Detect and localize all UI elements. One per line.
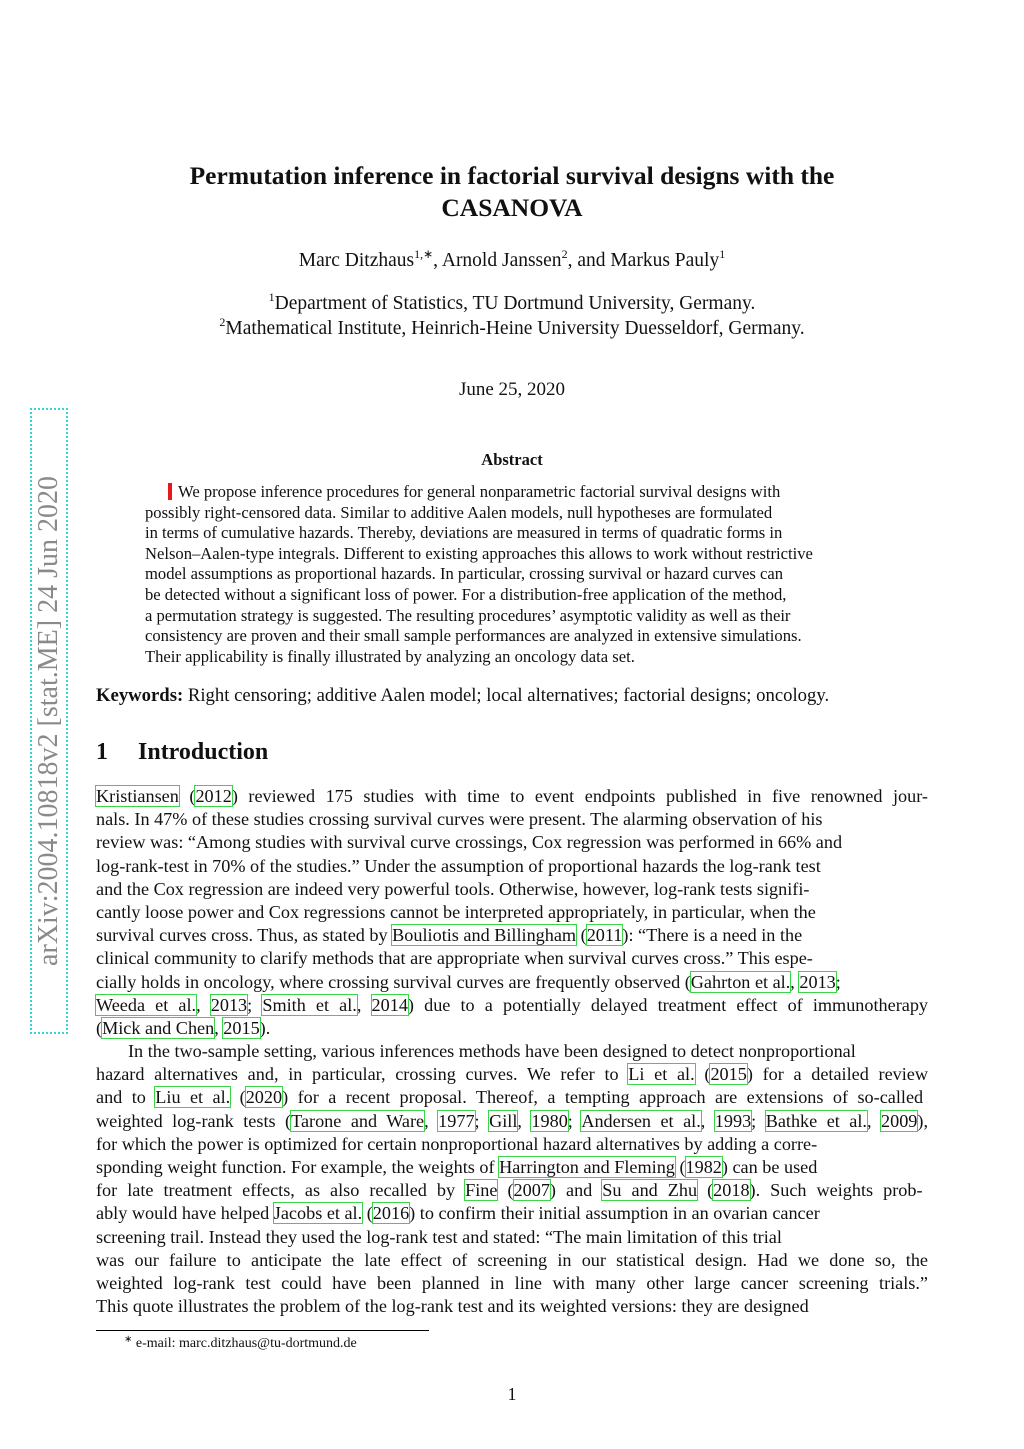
- affiliation-list: [96, 291, 928, 341]
- text-run: ,: [214, 1017, 224, 1038]
- section-number: 1: [96, 739, 108, 765]
- citation-year-link[interactable]: 2018: [713, 1180, 750, 1201]
- text-line: and the Cox regression are indeed very powerful tools. Otherwise, however, log-rank tests signifi-: [96, 878, 810, 899]
- text-run: (: [178, 786, 196, 806]
- abstract-line: possibly right-censored data. Similar to additive Aalen models, null hypotheses are formulated: [145, 502, 773, 522]
- citation-year-link[interactable]: 2015: [710, 1064, 747, 1085]
- text-line: [96, 971, 928, 994]
- citation-link[interactable]: Mick and Chen: [102, 1017, 215, 1038]
- text-line: [96, 1202, 928, 1225]
- text-run: ably would have helped: [96, 1203, 274, 1224]
- text-run: ,: [700, 1110, 715, 1131]
- citation-link[interactable]: Harrington and Fleming: [499, 1157, 675, 1177]
- keywords: [96, 684, 829, 708]
- text-run: (: [576, 925, 587, 946]
- text-run: ,: [866, 1110, 882, 1131]
- citation-year-link[interactable]: 1982: [685, 1157, 722, 1177]
- citation-link[interactable]: Li et al.: [628, 1064, 695, 1085]
- text-line: log-rank-test in 70% of the studies.” Under the assumption of proportional hazards the log-rank test: [96, 855, 821, 876]
- text-line: [96, 1017, 928, 1040]
- citation-year-link[interactable]: 1977: [438, 1110, 475, 1131]
- keywords-text: Right censoring; additive Aalen model; local alternatives; factorial designs; oncology.: [183, 685, 830, 706]
- citation-year-link[interactable]: 2014: [371, 994, 408, 1015]
- title-line-1: Permutation inference in factorial survival designs with the: [189, 161, 835, 190]
- author-separator: ,: [433, 250, 442, 271]
- title-line-2: CASANOVA: [441, 193, 583, 222]
- citation-link[interactable]: Bathke et al.: [765, 1110, 867, 1131]
- citation-year-link[interactable]: 2009: [881, 1110, 918, 1131]
- abstract-line: Their applicability is finally illustrated by analyzing an oncology data set.: [145, 646, 635, 666]
- abstract-heading: Abstract: [481, 450, 543, 469]
- affiliation-text: Mathematical Institute, Heinrich-Heine University Duesseldorf, Germany.: [225, 318, 805, 339]
- text-run: and to: [96, 1087, 156, 1108]
- text-run: (: [362, 1203, 373, 1224]
- keywords-label: Keywords:: [96, 685, 184, 706]
- author-separator: , and: [567, 250, 611, 271]
- citation-link[interactable]: Jacobs et al.: [273, 1203, 363, 1224]
- abstract-line: in terms of cumulative hazards. Thereby, deviations are measured in terms of quadratic forms in: [145, 523, 783, 543]
- citation-year-link[interactable]: 2016: [372, 1203, 410, 1224]
- text-run: (: [497, 1180, 514, 1201]
- affiliation-text: Department of Statistics, TU Dortmund University, Germany.: [274, 293, 756, 314]
- citation-year-link[interactable]: 2015: [223, 1017, 260, 1038]
- citation-link[interactable]: Smith et al.: [262, 994, 357, 1015]
- text-run: ,: [790, 971, 800, 992]
- author-name: Marc Ditzhaus: [298, 250, 415, 271]
- text-run: cially holds in oncology, where crossing survival curves are frequently observed (: [96, 971, 691, 992]
- citation-year-link[interactable]: 2012: [195, 786, 232, 806]
- text-run: ,: [424, 1110, 439, 1131]
- citation-link[interactable]: Bouliotis and Billingham: [392, 925, 577, 946]
- abstract-line: a permutation strategy is suggested. The resulting procedures’ asymptotic validity as well as their: [145, 605, 791, 625]
- citation-link[interactable]: Kristiansen: [96, 786, 179, 806]
- text-run: ;: [247, 994, 263, 1015]
- citation-link[interactable]: Andersen et al.: [581, 1110, 701, 1131]
- text-line: was our failure to anticipate the late effect of screening in our statistical design. Had we done so, the: [96, 1249, 928, 1270]
- text-run: ;: [751, 1110, 766, 1131]
- author-affiliation-mark: 1: [719, 247, 726, 261]
- text-run: ): “There is a need in the: [622, 925, 803, 946]
- text-run: ,: [196, 994, 211, 1015]
- text-line: review was: “Among studies with survival curve crossings, Cox regression was performed in 66% and: [96, 832, 843, 853]
- arxiv-identifier-text[interactable]: arXiv:2004.10818v2 [stat.ME] 24 Jun 2020: [33, 476, 64, 966]
- text-run: ) for a detailed review: [746, 1064, 928, 1085]
- text-run: (: [674, 1157, 686, 1177]
- text-line: [96, 785, 928, 808]
- text-run: ). Such weights prob-: [749, 1180, 923, 1201]
- text-line: [96, 1179, 928, 1202]
- abstract-line: We propose inference procedures for general nonparametric factorial survival designs with: [178, 482, 781, 501]
- text-line: [96, 1063, 928, 1086]
- citation-link[interactable]: Gill: [489, 1110, 518, 1131]
- citation-link[interactable]: Su and Zhu: [602, 1180, 698, 1201]
- publication-date: June 25, 2020: [458, 379, 566, 400]
- text-line: screening trail. Instead they used the log-rank test and stated: “The main limitation of this trial: [96, 1226, 782, 1247]
- text-run: ).: [259, 1017, 271, 1038]
- author-name: Markus Pauly: [610, 250, 720, 271]
- citation-year-link[interactable]: 2013: [799, 971, 836, 992]
- text-run: ,: [356, 994, 372, 1015]
- citation-link[interactable]: Weeda et al.: [96, 994, 197, 1015]
- page-number: 1: [507, 1384, 517, 1404]
- citation-link[interactable]: Tarone and Ware: [291, 1110, 425, 1131]
- citation-year-link[interactable]: 2013: [210, 994, 248, 1015]
- abstract-line: consistency are proven and their small sample performances are analyzed in extensive simulations.: [145, 626, 802, 646]
- text-line: [96, 924, 928, 947]
- text-line: [96, 994, 928, 1017]
- citation-link[interactable]: Liu et al.: [155, 1087, 231, 1108]
- text-line: In the two-sample setting, various inferences methods have been designed to detect nonproportional: [128, 1041, 856, 1062]
- author-affiliation-mark: 1,∗: [414, 247, 434, 261]
- text-run: (: [697, 1180, 714, 1201]
- text-line: cantly loose power and Cox regressions cannot be interpreted appropriately, in particular, when the: [96, 901, 816, 922]
- abstract-line: Nelson–Aalen-type integrals. Different to existing approaches this allows to work without restrictive: [145, 543, 813, 563]
- author-name: Arnold Janssen: [441, 250, 562, 271]
- footnote: [124, 1335, 357, 1353]
- affiliation-mark: 2: [219, 315, 226, 329]
- footnote-mark: ∗: [124, 1334, 133, 1345]
- abstract-body: [145, 482, 813, 667]
- paper-title: [96, 160, 928, 224]
- citation-year-link[interactable]: 2007: [513, 1180, 550, 1201]
- text-line: for which the power is optimized for certain nonproportional hazard alternatives by adding a corre-: [96, 1133, 818, 1154]
- text-run: ) for a recent proposal. Thereof, a tempting approach are extensions of so-called: [282, 1087, 924, 1108]
- citation-link[interactable]: Gahrton et al.: [690, 971, 791, 992]
- affiliation-mark: 1: [268, 290, 275, 304]
- affiliation: [96, 291, 928, 316]
- text-run: ;: [835, 971, 841, 992]
- citation-year-link[interactable]: 2020: [245, 1087, 283, 1108]
- introduction-text: [96, 785, 928, 1318]
- text-line: nals. In 47% of these studies crossing survival curves were present. The alarming observation of his: [96, 809, 823, 830]
- arxiv-identifier-stamp[interactable]: [30, 408, 68, 1034]
- text-run: (: [694, 1064, 711, 1085]
- text-run: (: [96, 1017, 103, 1038]
- section-title: Introduction: [138, 739, 269, 765]
- text-run: for late treatment effects, as also recalled by: [96, 1180, 466, 1201]
- abstract-line: model assumptions as proportional hazards. In particular, crossing survival or hazard curves can: [145, 564, 784, 584]
- text-run: ) due to a potentially delayed treatment effect of immunotherapy: [407, 994, 929, 1015]
- text-run: ) to confirm their initial assumption in an ovarian cancer: [409, 1203, 820, 1224]
- citation-year-link[interactable]: 2011: [586, 925, 623, 946]
- footnote-rule: [96, 1330, 429, 1331]
- text-run: ) can be used: [721, 1157, 818, 1177]
- text-line: [96, 1086, 928, 1109]
- text-run: survival curves cross. Thus, as stated by: [96, 925, 393, 946]
- text-line: clinical community to clarify methods that are appropriate when survival curves cross.” This espe-: [96, 948, 813, 969]
- section-heading: [96, 736, 268, 768]
- affiliation: [96, 316, 928, 341]
- citation-year-link[interactable]: 1993: [714, 1110, 752, 1131]
- text-run: ;: [474, 1110, 490, 1131]
- text-line: [96, 1156, 928, 1179]
- text-run: ) and: [549, 1180, 603, 1201]
- text-line: weighted log-rank test could have been planned in line with many other large cancer screening trials.”: [96, 1272, 928, 1293]
- abstract-line: be detected without a significant loss of power. For a distribution-free application of the method,: [145, 584, 787, 604]
- text-line: [96, 1110, 928, 1133]
- text-run: sponding weight function. For example, the weights of: [96, 1157, 500, 1177]
- citation-year-link[interactable]: 1980: [531, 1110, 568, 1131]
- text-run: ;: [567, 1110, 582, 1131]
- text-run: ) reviewed 175 studies with time to event endpoints published in five renowned jour-: [231, 786, 928, 806]
- text-run: (: [230, 1087, 246, 1108]
- text-run: weighted log-rank tests (: [96, 1110, 292, 1131]
- footnote-text: e-mail: marc.ditzhaus@tu-dortmund.de: [132, 1336, 357, 1351]
- text-line: This quote illustrates the problem of the log-rank test and its weighted versions: they are designed: [96, 1296, 809, 1317]
- text-run: hazard alternatives and, in particular, crossing curves. We refer to: [96, 1064, 629, 1085]
- citation-link[interactable]: Fine: [465, 1180, 498, 1201]
- text-run: ),: [917, 1110, 928, 1131]
- author-affiliation-mark: 2: [561, 247, 568, 261]
- text-run: ,: [517, 1110, 532, 1131]
- author-list: [96, 247, 928, 275]
